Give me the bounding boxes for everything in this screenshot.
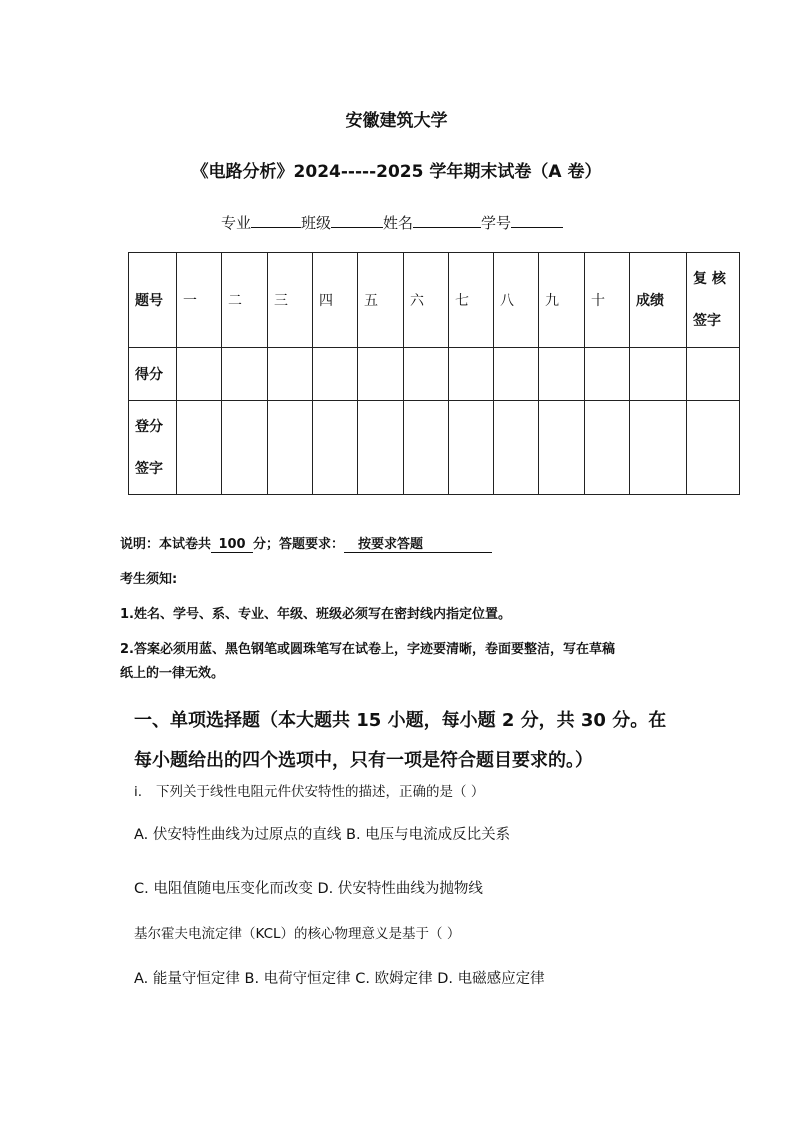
class-label: 班级	[301, 214, 332, 232]
section-heading-line1: 一、单项选择题（本大题共 15 小题，每小题 2 分，共 30 分。在	[134, 710, 667, 731]
column-header-cell: 一	[177, 253, 222, 348]
score-cell[interactable]	[494, 348, 539, 401]
sign-cell[interactable]	[313, 401, 358, 495]
question-2-options-line1: A. 能量守恒定律 B. 电荷守恒定律 C. 欧姆定律 D. 电磁感应定律	[134, 971, 545, 987]
student-id-label: 学号	[481, 214, 512, 232]
score-cell[interactable]	[687, 348, 740, 401]
sign-cell[interactable]	[585, 401, 630, 495]
notice-rule-1: 1.姓名、学号、系、专业、年级、班级必须写在密封线内指定位置。	[120, 607, 511, 622]
sign-cell[interactable]	[687, 401, 740, 495]
major-blank[interactable]	[251, 213, 301, 228]
question-1-text: 下列关于线性电阻元件伏安特性的描述，正确的是（ ）	[156, 784, 485, 800]
major-label: 专业	[221, 214, 252, 232]
sign-row-label	[129, 401, 177, 495]
sign-row	[129, 401, 740, 495]
sign-cell[interactable]	[358, 401, 404, 495]
score-table	[128, 252, 740, 495]
score-cell[interactable]	[177, 348, 222, 401]
answer-requirement: 按要求答题	[344, 533, 492, 553]
sign-cell[interactable]	[404, 401, 449, 495]
sign-cell[interactable]	[494, 401, 539, 495]
notice-rule-2-line1: 2.答案必须用蓝、黑色钢笔或圆珠笔写在试卷上，字迹要清晰，卷面要整洁，写在草稿	[120, 642, 615, 657]
score-cell[interactable]	[358, 348, 404, 401]
sign-cell[interactable]	[268, 401, 313, 495]
score-row	[129, 348, 740, 401]
score-cell[interactable]	[222, 348, 268, 401]
section-heading-line2: 每小题给出的四个选项中，只有一项是符合题目要求的。）	[134, 750, 593, 771]
total-score-value: 100	[211, 537, 253, 553]
column-header-cell: 四	[313, 253, 358, 348]
sign-row-label-line1: 登分	[135, 418, 163, 435]
sign-row-label-line2: 签字	[135, 460, 163, 477]
score-row-label: 得分	[129, 348, 177, 401]
sign-cell[interactable]	[177, 401, 222, 495]
column-header-cell: 二	[222, 253, 268, 348]
column-header-cell: 六	[404, 253, 449, 348]
column-header-cell: 八	[494, 253, 539, 348]
notice-title: 考生须知:	[120, 572, 178, 587]
sign-cell[interactable]	[449, 401, 494, 495]
total-score-header: 成绩	[630, 253, 687, 348]
review-sign-header	[687, 253, 740, 348]
name-blank[interactable]	[413, 213, 481, 228]
question-2-text: 基尔霍夫电流定律（KCL）的核心物理意义是基于（ ）	[134, 926, 461, 942]
score-cell[interactable]	[585, 348, 630, 401]
column-header-cell: 十	[585, 253, 630, 348]
exam-title: 《电路分析》2024-----2025 学年期末试卷（A 卷）	[191, 162, 602, 182]
exam-description	[120, 533, 492, 553]
column-header-cell: 三	[268, 253, 313, 348]
review-sign-label: 签字	[693, 313, 721, 329]
score-cell[interactable]	[313, 348, 358, 401]
sign-cell[interactable]	[630, 401, 687, 495]
column-header-cell: 七	[449, 253, 494, 348]
question-1	[134, 780, 484, 800]
notice-rule-2-line2: 纸上的一律无效。	[120, 666, 225, 681]
sign-cell[interactable]	[539, 401, 585, 495]
score-cell[interactable]	[268, 348, 313, 401]
description-prefix: 说明：本试卷共	[120, 537, 212, 552]
sign-cell[interactable]	[222, 401, 268, 495]
score-cell[interactable]	[539, 348, 585, 401]
review-label: 复 核	[693, 271, 726, 287]
table-header-row	[129, 253, 740, 348]
student-id-blank[interactable]	[511, 213, 563, 228]
score-cell[interactable]	[449, 348, 494, 401]
university-name: 安徽建筑大学	[345, 111, 448, 131]
column-header-cell: 五	[358, 253, 404, 348]
column-header-cell: 九	[539, 253, 585, 348]
score-cell[interactable]	[630, 348, 687, 401]
student-info-line	[221, 212, 563, 233]
description-mid: 分；答题要求：	[253, 537, 345, 552]
question-1-options-line1: A. 伏安特性曲线为过原点的直线 B. 电压与电流成反比关系	[134, 827, 511, 843]
score-cell[interactable]	[404, 348, 449, 401]
name-label: 姓名	[383, 214, 414, 232]
question-1-number: i.	[134, 784, 143, 800]
row-header-cell: 题号	[129, 253, 177, 348]
question-1-options-line2: C. 电阻值随电压变化而改变 D. 伏安特性曲线为抛物线	[134, 881, 483, 897]
class-blank[interactable]	[331, 213, 383, 228]
